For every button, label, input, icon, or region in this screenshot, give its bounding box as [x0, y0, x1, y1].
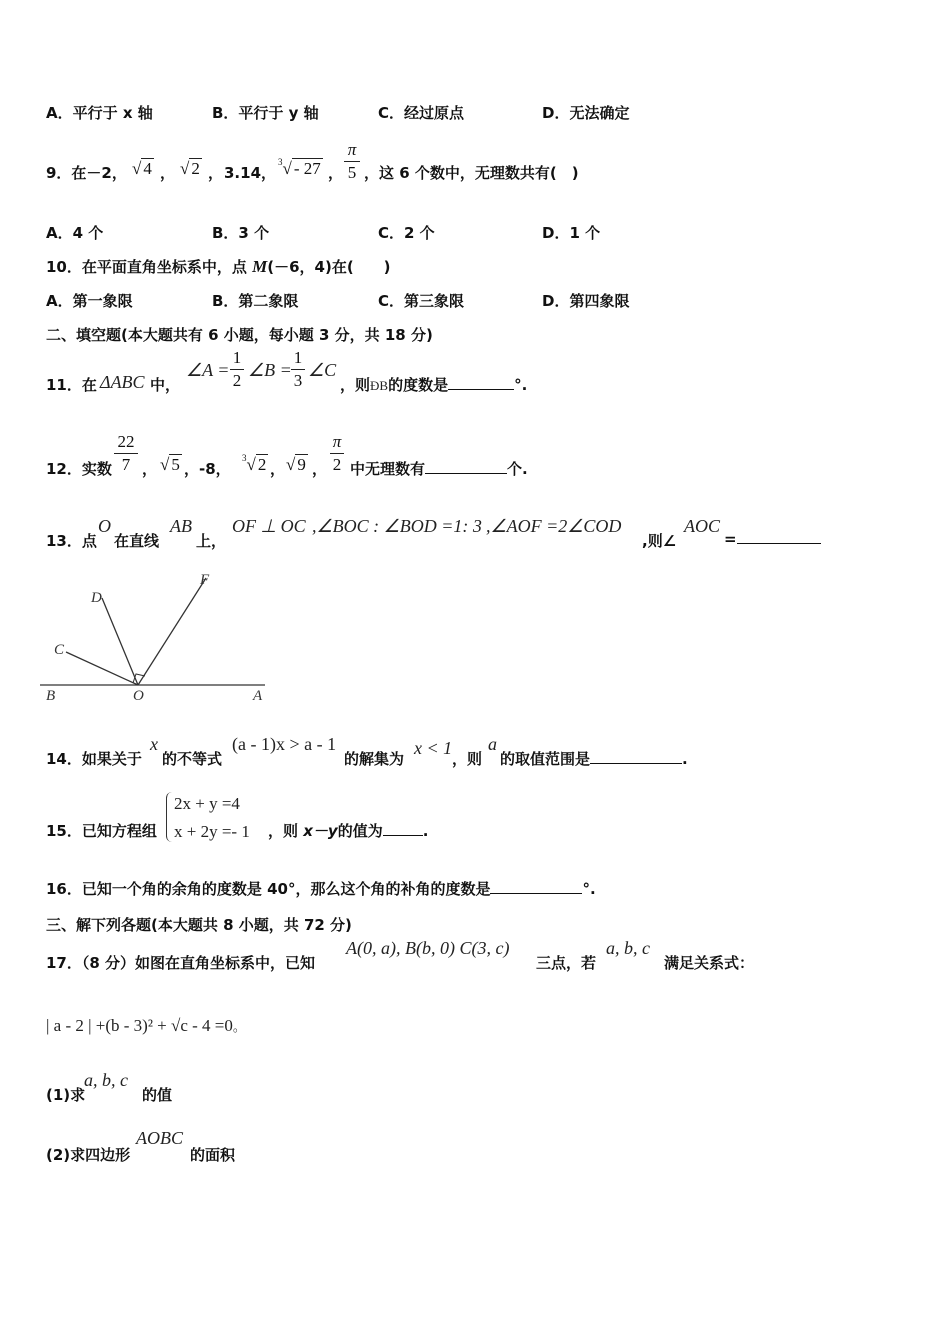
q11-frac-third: 1 3	[291, 348, 305, 391]
q13-cond1: OF ⊥ OC	[232, 516, 306, 536]
q14-x: x	[150, 734, 158, 754]
q12-cbrt2: $^3$√ 2	[242, 453, 267, 474]
q14-lead: 14．如果关于	[46, 750, 142, 768]
q9-sep2: ，	[208, 164, 224, 182]
q13-lead: 13．点	[46, 532, 97, 550]
q17-part1-vars: a, b, c	[84, 1070, 128, 1090]
ray-oc	[66, 652, 138, 685]
label-d: D	[91, 590, 102, 606]
q13-aoc: AOC	[684, 516, 720, 536]
q9-pi-over-5: π 5	[344, 140, 360, 183]
q11-expr-b: ∠B =	[248, 360, 292, 380]
q8-option-d: D．无法确定	[542, 104, 630, 122]
q13-cond2: ,∠BOC : ∠BOD =1: 3	[312, 516, 482, 536]
q9-sep3: ，	[328, 164, 344, 182]
q11-frac-half: 1 2	[230, 348, 244, 391]
q12-minus8: ，-8，	[184, 460, 231, 478]
q9-option-a: A．4 个	[46, 224, 104, 242]
q8-option-b: B．平行于 y 轴	[212, 104, 319, 122]
q12-frac-22-7: 22 7	[114, 432, 138, 475]
q9-lead: 9．在－2，	[46, 164, 127, 182]
q17-part2-shape: AOBC	[136, 1128, 183, 1148]
q14-t4: 的取值范围是 .	[500, 750, 688, 768]
q12-sep2: ，	[270, 460, 286, 478]
q8-option-c: C．经过原点	[378, 104, 465, 122]
q15-eq2: x + 2y =- 1	[174, 822, 250, 841]
q13-line-ab: AB	[170, 516, 192, 536]
q10-option-d: D．第四象限	[542, 292, 630, 310]
section2-heading: 二、填空题(本大题共有 6 小题，每小题 3 分，共 18 分)	[46, 326, 433, 344]
q17-part1-tail: 的值	[142, 1086, 173, 1104]
q8-option-a: A．平行于 x 轴	[46, 104, 153, 122]
ray-of	[138, 578, 206, 685]
q15-lead: 15．已知方程组	[46, 822, 157, 840]
q14-inequality: (a - 1)x > a - 1	[232, 734, 337, 754]
q11-expr-a: ∠A =	[186, 360, 230, 380]
q17-lead: 17．（8 分）如图在直角坐标系中，已知	[46, 954, 316, 972]
q14-a: a	[488, 734, 497, 754]
q13-cond3: ,∠AOF =2∠COD	[486, 516, 622, 536]
q17-equation: | a - 2 | +(b - 3)² + √c - 4 =0。	[46, 1016, 246, 1035]
q9-sep1: ，	[160, 164, 176, 182]
right-angle-mark	[133, 674, 145, 683]
q17-part1-label: (1)求	[46, 1086, 86, 1104]
q16: 16．已知一个角的余角的度数是 40°，那么这个角的补角的度数是 °.	[46, 880, 596, 898]
q10-option-c: C．第三象限	[378, 292, 465, 310]
q13-shang: 上，	[196, 532, 227, 550]
q15-eq1: 2x + y =4	[174, 794, 240, 813]
q12-pi-over-2: π 2	[330, 432, 344, 475]
q9-mid: 3.14，	[224, 164, 277, 182]
q11-triangle: ΔABC	[100, 372, 145, 392]
q11-tail: ，则ÐB的度数是 °.	[340, 376, 528, 394]
q14-t2: 的解集为	[344, 750, 405, 768]
q14-solution: x < 1	[414, 738, 453, 758]
q11-lead: 11．在	[46, 376, 97, 394]
q9-cbrt: $^3$√ - 27	[278, 157, 321, 178]
q9-sqrt2: √ 2	[180, 159, 200, 178]
q12-sqrt9: √ 9	[286, 455, 306, 474]
q15-brace	[166, 792, 173, 842]
q9-option-d: D．1 个	[542, 224, 601, 242]
q17-part2-tail: 的面积	[190, 1146, 236, 1164]
q9-tail: ，这 6 个数中，无理数共有( )	[364, 164, 579, 182]
q17-part2-label: (2)求四边形	[46, 1146, 131, 1164]
q9-option-c: C．2 个	[378, 224, 435, 242]
label-a: A	[253, 688, 263, 704]
ray-od	[102, 598, 138, 685]
q13-point-o: O	[98, 516, 111, 536]
q14-t1: 的不等式	[162, 750, 223, 768]
label-f: F	[200, 572, 210, 588]
q13-ask: ,则∠	[642, 532, 677, 550]
q12-sep3: ，	[312, 460, 328, 478]
q12-sqrt5: √ 5	[160, 455, 180, 474]
q13-answer: =	[724, 530, 821, 548]
q10-stem: 10．在平面直角坐标系中，点 M(－6，4)在( )	[46, 257, 391, 276]
q12-tail: 中无理数有 个.	[350, 460, 528, 478]
label-c: C	[54, 642, 65, 658]
q13-on-line: 在直线	[114, 532, 160, 550]
q12-sep1: ，	[142, 460, 158, 478]
q14-t3: ，则	[452, 750, 483, 768]
q17-abc: a, b, c	[606, 938, 650, 958]
q15-tail: ，则 x－y的值为 .	[268, 822, 429, 840]
q9-sqrt4: √ 4	[132, 159, 152, 178]
q17-t2: 满足关系式：	[664, 954, 755, 972]
label-o: O	[133, 688, 144, 704]
q11-mid: 中，	[150, 376, 181, 394]
q10-option-a: A．第一象限	[46, 292, 133, 310]
q12-lead: 12．实数	[46, 460, 112, 478]
q10-option-b: B．第二象限	[212, 292, 299, 310]
section3-heading: 三、解下列各题(本大题共 8 小题，共 72 分)	[46, 916, 352, 934]
q11-expr-c: ∠C	[308, 360, 337, 380]
q13-figure	[40, 562, 280, 708]
q9-option-b: B．3 个	[212, 224, 270, 242]
label-b: B	[46, 688, 56, 704]
q17-points: A(0, a), B(b, 0) C(3, c)	[346, 938, 510, 958]
q17-t1: 三点，若	[536, 954, 597, 972]
